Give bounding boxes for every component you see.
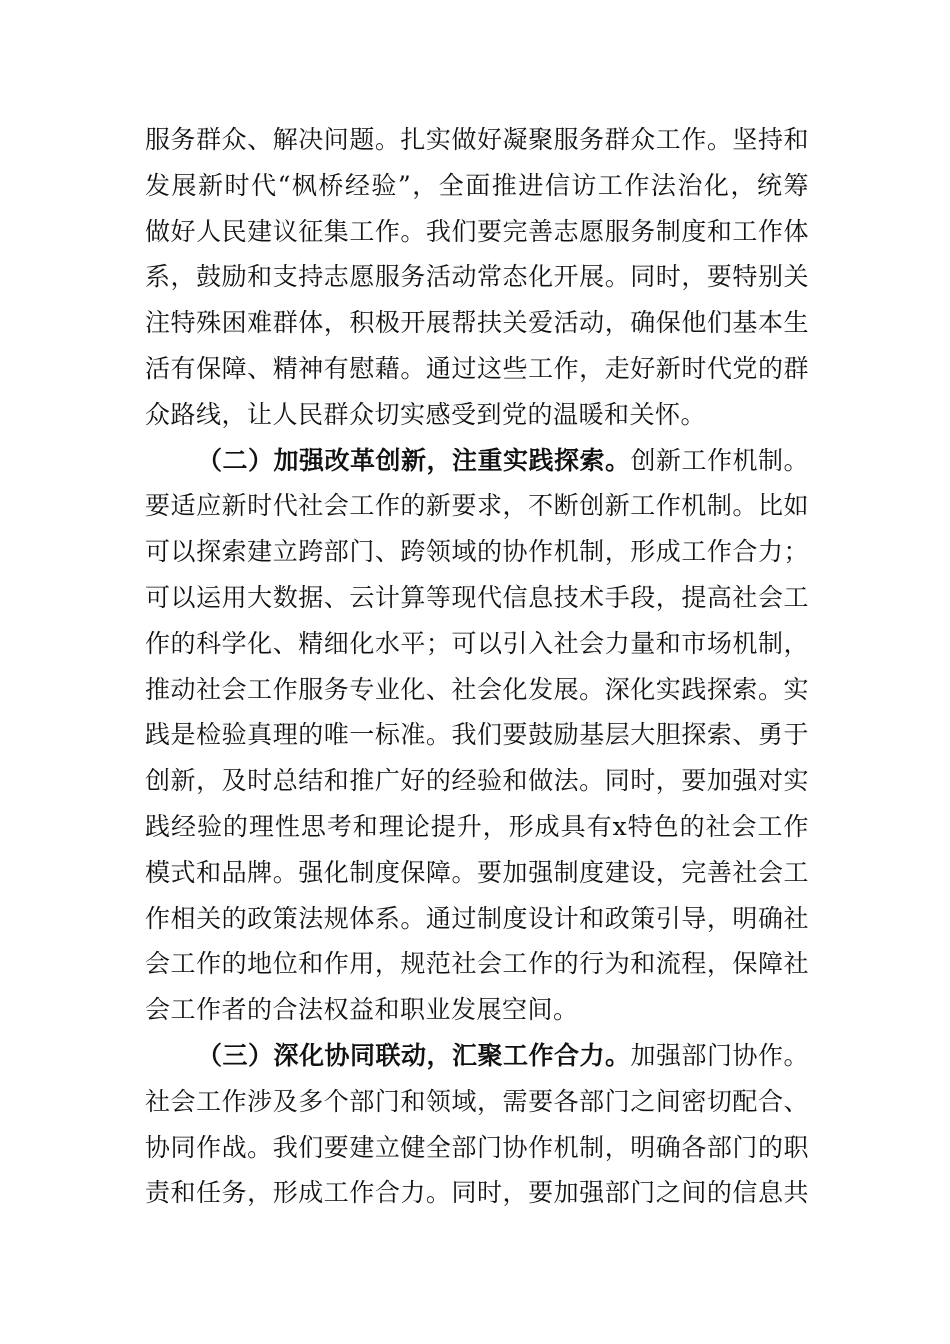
text-line: 创新，及时总结和推广好的经验和做法。同时，要加强对实 xyxy=(145,766,809,796)
section-heading: （二）加强改革创新，注重实践探索。 xyxy=(197,445,631,475)
text-line: 可以探索建立跨部门、跨领域的协作机制，形成工作合力； xyxy=(145,537,809,567)
heading-line-text: 创新工作机制。 xyxy=(630,445,810,475)
text-line: 可以运用大数据、云计算等现代信息技术手段，提高社会工 xyxy=(145,582,809,612)
text-line: 发展新时代“枫桥经验”，全面推进信访工作法治化，统筹 xyxy=(145,170,809,200)
text-line: 协同作战。我们要建立健全部门协作机制，明确各部门的职 xyxy=(145,1132,809,1162)
text-line: 作的科学化、精细化水平；可以引入社会力量和市场机制， xyxy=(145,628,809,658)
text-line: 模式和品牌。强化制度保障。要加强制度建设，完善社会工 xyxy=(145,857,809,887)
text-line: 践经验的理性思考和理论提升，形成具有x特色的社会工作 xyxy=(145,811,809,841)
text-line: 社会工作涉及多个部门和领域，需要各部门之间密切配合、 xyxy=(145,1086,809,1116)
section-heading-line xyxy=(145,1033,809,1079)
text-line: 服务群众、解决问题。扎实做好凝聚服务群众工作。坚持和 xyxy=(145,125,809,154)
text-line: 会工作者的合法权益和职业发展空间。 xyxy=(145,995,579,1025)
section-heading: （三）深化协同联动，汇聚工作合力。 xyxy=(197,1040,631,1070)
text-line: 系，鼓励和支持志愿服务活动常态化开展。同时，要特别关 xyxy=(145,262,809,292)
text-line: 做好人民建议征集工作。我们要完善志愿服务制度和工作体 xyxy=(145,216,809,246)
text-line: 责和任务，形成工作合力。同时，要加强部门之间的信息共 xyxy=(145,1178,809,1208)
text-line: 注特殊困难群体，积极开展帮扶关爱活动，确保他们基本生 xyxy=(145,308,809,338)
document-body xyxy=(145,117,809,1216)
section-heading-line xyxy=(145,438,809,484)
text-line: 作相关的政策法规体系。通过制度设计和政策引导，明确社 xyxy=(145,903,809,933)
heading-line-text: 加强部门协作。 xyxy=(630,1040,810,1070)
text-line: 践是检验真理的唯一标准。我们要鼓励基层大胆探索、勇于 xyxy=(145,720,809,750)
text-line: 众路线，让人民群众切实感受到党的温暖和关怀。 xyxy=(145,399,707,429)
text-line: 会工作的地位和作用，规范社会工作的行为和流程，保障社 xyxy=(145,949,809,979)
text-line: 要适应新时代社会工作的新要求，不断创新工作机制。比如 xyxy=(145,491,809,521)
text-line: 活有保障、精神有慰藉。通过这些工作，走好新时代党的群 xyxy=(145,353,809,383)
text-line: 推动社会工作服务专业化、社会化发展。深化实践探索。实 xyxy=(145,674,809,704)
